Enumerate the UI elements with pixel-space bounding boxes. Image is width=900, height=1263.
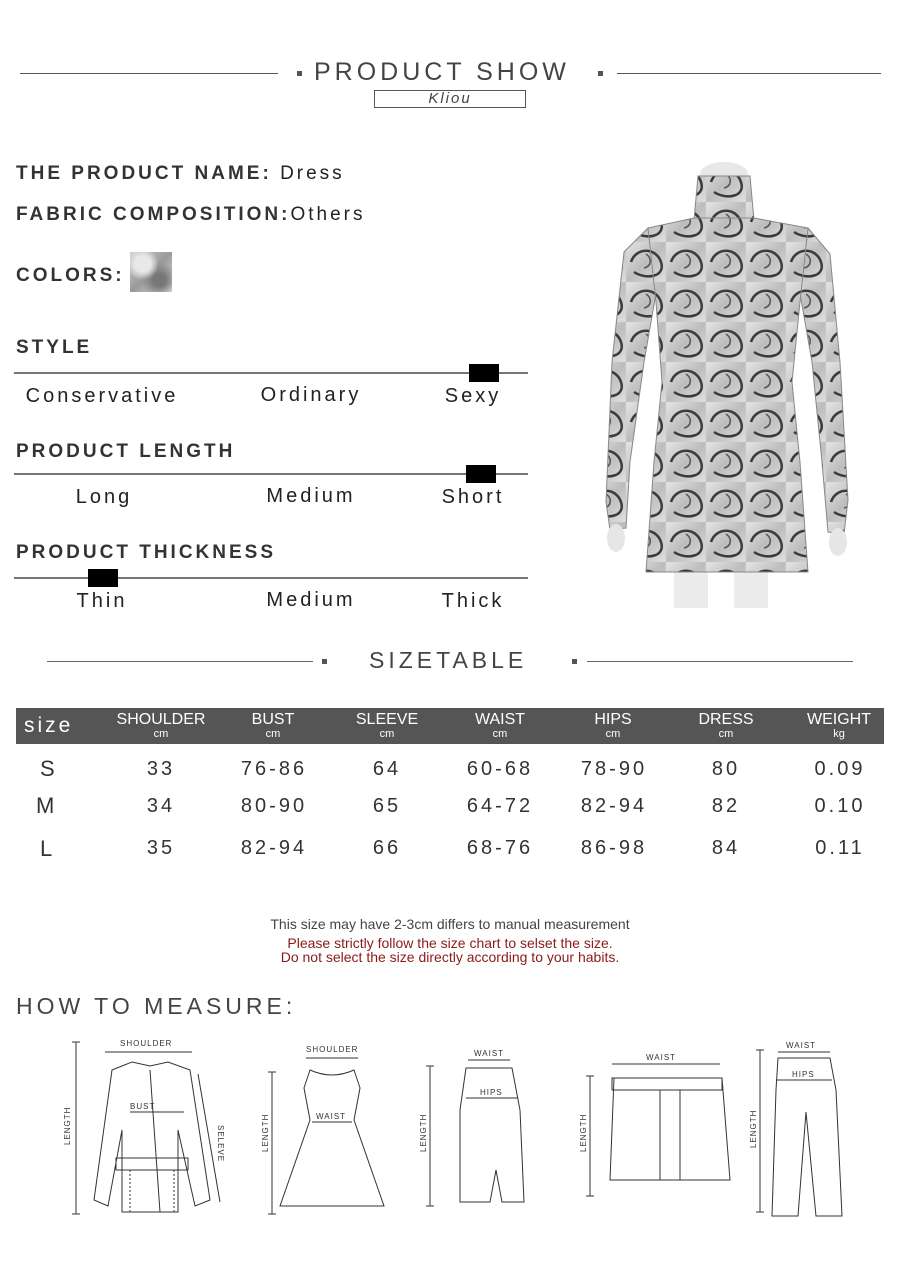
cell: 0.09 — [814, 758, 866, 780]
page-title: PRODUCT SHOW — [314, 58, 570, 86]
warning-note-1: Please strictly follow the size chart to selset the size. — [287, 935, 613, 951]
cell: 68-76 — [466, 837, 534, 859]
waist-label: WAIST — [474, 1049, 505, 1058]
cell: 78-90 — [580, 758, 648, 780]
thickness-option-thin: Thin — [76, 590, 128, 612]
sizetable-rule-right — [587, 661, 853, 662]
length-label: LENGTH — [749, 1109, 758, 1148]
product-name-label: THE PRODUCT NAME: — [16, 163, 272, 184]
cell: 76-86 — [240, 758, 308, 780]
row-size: S — [40, 756, 55, 781]
sizetable-dot-left — [322, 659, 327, 664]
waist-label: WAIST — [316, 1112, 347, 1121]
style-scale-line — [14, 372, 528, 374]
col-hips: HIPS cm — [594, 711, 632, 740]
cell: 0.11 — [815, 837, 865, 859]
brand-name: Kliou — [374, 90, 526, 108]
row-size: L — [40, 836, 53, 861]
dress-illustration — [586, 162, 882, 608]
cell: 82-94 — [580, 795, 648, 817]
cell: 82 — [711, 795, 741, 817]
cell: 65 — [372, 795, 402, 817]
style-marker — [469, 364, 499, 382]
col-sleeve: SLEEVE cm — [355, 711, 419, 740]
skirt-diagram — [426, 1060, 524, 1206]
sizetable-rule-left — [47, 661, 313, 662]
shoulder-label: SHOULDER — [306, 1045, 359, 1054]
row-size: M — [36, 793, 55, 818]
sizetable-dot-right — [572, 659, 577, 664]
size-table-header — [16, 708, 884, 744]
header-rule-left — [20, 73, 278, 74]
length-title: PRODUCT LENGTH — [16, 441, 236, 462]
thickness-option-thick: Thick — [441, 590, 505, 612]
thickness-title: PRODUCT THICKNESS — [16, 542, 277, 563]
waist-label: WAIST — [646, 1053, 677, 1062]
col-weight: WEIGHT kg — [807, 711, 871, 740]
cell: 35 — [146, 837, 176, 859]
color-swatch[interactable] — [130, 252, 172, 292]
cell: 86-98 — [580, 837, 648, 859]
hips-label: HIPS — [480, 1088, 503, 1097]
col-bust: BUST cm — [251, 711, 295, 740]
cell: 84 — [711, 837, 741, 859]
bust-label: BUST — [130, 1102, 156, 1111]
length-label: LENGTH — [579, 1113, 588, 1152]
sizetable-title: SIZETABLE — [369, 647, 528, 673]
how-to-measure-title: HOW TO MEASURE: — [16, 993, 297, 1019]
cell: 80-90 — [240, 795, 308, 817]
style-option-conservative: Conservative — [25, 385, 179, 407]
cell: 34 — [146, 795, 176, 817]
waist-label: WAIST — [786, 1041, 817, 1050]
cell: 66 — [372, 837, 402, 859]
header-rule-right — [617, 73, 881, 74]
product-name-row — [16, 163, 345, 185]
product-image — [586, 162, 882, 608]
fabric-value: Others — [290, 204, 366, 225]
size-column-header: size — [24, 714, 74, 737]
length-label: LENGTH — [63, 1106, 72, 1145]
fabric-label: FABRIC COMPOSITION: — [16, 204, 291, 225]
fabric-row — [16, 204, 365, 226]
cell: 80 — [711, 758, 741, 780]
header-dot-right — [598, 71, 603, 76]
cell: 64 — [372, 758, 402, 780]
length-marker — [466, 465, 496, 483]
length-option-medium: Medium — [266, 485, 356, 507]
warning-note-2: Do not select the size directly according to your habits. — [280, 949, 620, 965]
colors-label: COLORS: — [16, 265, 125, 286]
length-option-short: Short — [441, 486, 505, 508]
col-waist: WAIST cm — [474, 711, 526, 740]
thickness-marker — [88, 569, 118, 587]
style-title: STYLE — [16, 337, 93, 358]
col-dress: DRESS cm — [698, 711, 754, 740]
style-option-sexy: Sexy — [444, 385, 502, 407]
thickness-option-medium: Medium — [266, 589, 356, 611]
colors-row — [16, 265, 125, 287]
measurement-note: This size may have 2-3cm differs to manual measurement — [270, 916, 630, 932]
cell: 0.10 — [814, 795, 866, 817]
style-option-ordinary: Ordinary — [260, 384, 362, 406]
product-name-value: Dress — [280, 163, 345, 184]
measurement-diagrams — [50, 1030, 880, 1230]
length-scale-line — [14, 473, 528, 475]
cell: 60-68 — [466, 758, 534, 780]
jacket-diagram — [72, 1042, 220, 1214]
length-label: LENGTH — [261, 1113, 270, 1152]
length-label: LENGTH — [419, 1113, 428, 1152]
sleeve-label: SELEVE — [216, 1125, 225, 1163]
shoulder-label: SHOULDER — [120, 1039, 173, 1048]
shorts-diagram — [586, 1064, 730, 1196]
cell: 33 — [146, 758, 176, 780]
header-dot-left — [297, 71, 302, 76]
length-option-long: Long — [75, 486, 133, 508]
cell: 64-72 — [466, 795, 534, 817]
sleeveless-dress-diagram — [268, 1058, 384, 1214]
hips-label: HIPS — [792, 1070, 815, 1079]
cell: 82-94 — [240, 837, 308, 859]
col-shoulder: SHOULDER cm — [116, 711, 206, 740]
